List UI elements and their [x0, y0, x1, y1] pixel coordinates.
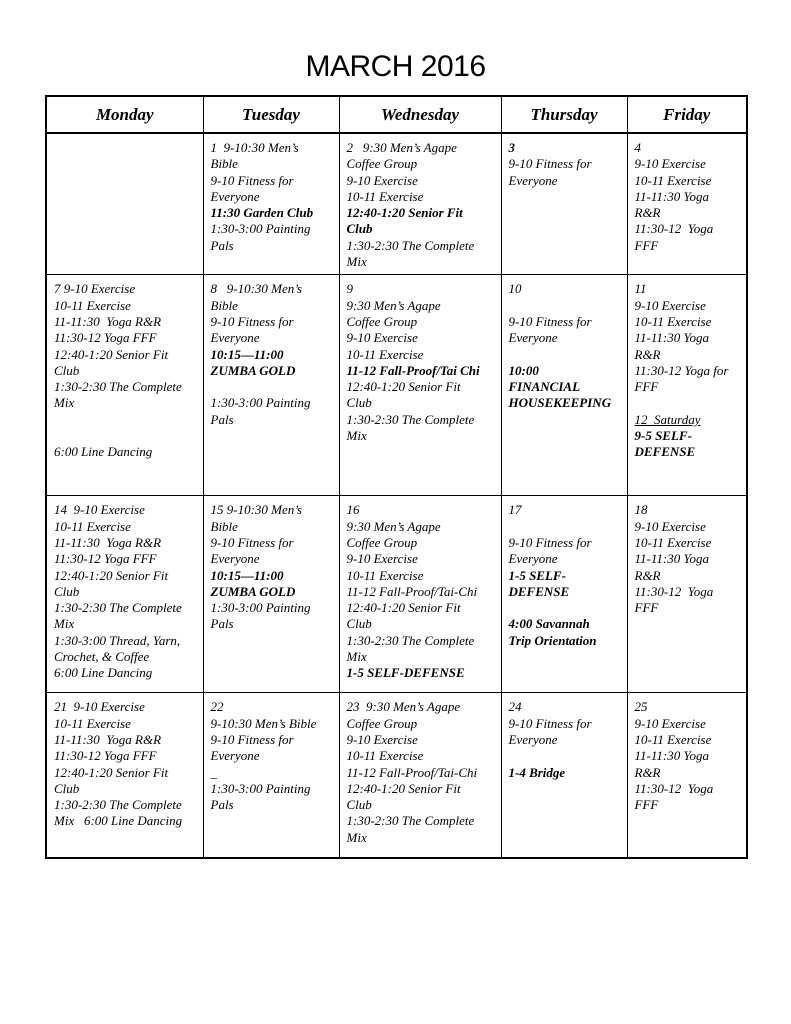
event-line: Mix: [346, 829, 367, 845]
event-line: Coffee Group: [346, 313, 418, 329]
event-line: 9-10 Exercise: [634, 518, 706, 534]
event-line: R&R: [634, 346, 661, 362]
event-line: Mix: [54, 395, 75, 411]
event-line: 23 9:30 Men’s Agape: [346, 699, 461, 715]
event-line: 10: [508, 281, 522, 297]
event-line: 1:30-3:00 Painting: [210, 395, 311, 411]
event-line: Everyone: [210, 551, 260, 567]
event-line: Mix: [346, 649, 367, 665]
event-line: 9-10 Fitness for: [210, 172, 294, 188]
event-line: 1:30-2:30 The Complete: [54, 379, 182, 395]
event-line: 9: [346, 281, 353, 297]
event-line: Everyone: [508, 731, 558, 747]
event-line: 10:15—11:00: [210, 567, 284, 583]
event-line: FFF: [634, 797, 659, 813]
event-line: FFF: [634, 237, 659, 253]
day-cell: [203, 693, 339, 859]
event-line: 12:40-1:20 Senior Fit: [54, 764, 169, 780]
event-line: 11-11:30 Yoga R&R: [54, 534, 162, 550]
event-line: 11:30-12 Yoga for: [634, 362, 729, 378]
event-line: 11-11:30 Yoga R&R: [54, 313, 162, 329]
header-thursday: Thursday: [501, 96, 627, 133]
day-cell: [339, 496, 501, 693]
day-cell: [627, 496, 747, 693]
event-line: 12:40-1:20 Senior Fit: [346, 379, 461, 395]
event-line: [509, 600, 623, 616]
event-line: 10-11 Exercise: [346, 567, 424, 583]
event-line: _: [210, 764, 217, 780]
event-line: DEFENSE: [634, 444, 696, 460]
day-cell: [46, 275, 203, 496]
event-line: Coffee Group: [346, 156, 418, 172]
day-cell: [501, 496, 627, 693]
event-line: 11:30-12 Yoga FFF: [54, 551, 157, 567]
event-line: Pals: [210, 616, 234, 632]
event-line: 9-10 Fitness for: [210, 731, 294, 747]
event-line: HOUSEKEEPING: [508, 395, 612, 411]
event-line: 11-12 Fall-Proof/Tai-Chi: [346, 764, 478, 780]
event-line: R&R: [634, 567, 661, 583]
event-line: Trip Orientation: [508, 632, 597, 648]
event-line: 25: [634, 699, 648, 715]
event-line: Mix 6:00 Line Dancing: [54, 813, 183, 829]
event-line: 10-11 Exercise: [54, 297, 131, 313]
event-line: Club: [54, 780, 80, 796]
week-row: [46, 693, 747, 859]
event-line: Pals: [210, 411, 234, 427]
event-line: [509, 519, 623, 535]
event-line: 9:30 Men’s Agape: [346, 518, 441, 534]
event-line: Crochet, & Coffee: [54, 649, 150, 665]
event-line: Bible: [210, 518, 238, 534]
event-line: 9-10 Fitness for: [508, 156, 592, 172]
event-line: 18: [634, 502, 648, 518]
event-line: 1:30-2:30 The Complete: [346, 237, 475, 253]
event-line: DEFENSE: [508, 583, 570, 599]
event-line: 9-10:30 Men’s Bible: [210, 715, 317, 731]
event-line: 11-11:30 Yoga: [634, 551, 710, 567]
week-row: [46, 275, 747, 496]
day-cell: [501, 693, 627, 859]
event-line: [509, 748, 623, 764]
event-line: 22: [210, 699, 224, 715]
event-line: 9-10 Exercise: [346, 731, 418, 747]
event-line: Club: [346, 616, 372, 632]
event-line: 11-11:30 Yoga R&R: [54, 731, 162, 747]
event-line: 1 9-10:30 Men’s: [210, 140, 299, 155]
event-line: ZUMBA GOLD: [210, 362, 296, 378]
header-wednesday: Wednesday: [339, 96, 501, 133]
page-title: MARCH 2016: [305, 50, 486, 83]
event-line: 9-10 Fitness for: [210, 534, 294, 550]
event-line: 11-12 Fall-Proof/Tai Chi: [346, 362, 480, 378]
day-cell: [203, 133, 339, 275]
event-line: 3: [508, 140, 515, 155]
event-line: 10-11 Exercise: [634, 313, 712, 329]
event-line: Bible: [210, 297, 238, 313]
event-line: 7 9-10 Exercise: [54, 281, 136, 297]
event-line: Coffee Group: [346, 715, 418, 731]
event-line: [211, 379, 335, 395]
event-line: 10-11 Exercise: [54, 715, 131, 731]
day-cell: [339, 133, 501, 275]
event-line: FFF: [634, 600, 659, 616]
event-line: 12 Saturday: [634, 411, 701, 427]
event-line: 15 9-10:30 Men’s: [210, 502, 302, 518]
event-line: 4:00 Savannah: [508, 616, 590, 632]
event-line: 11:30-12 Yoga: [634, 780, 714, 796]
event-line: Mix: [346, 428, 367, 444]
day-cell: [501, 133, 627, 275]
event-line: Mix: [346, 254, 367, 270]
event-line: Club: [346, 395, 372, 411]
event-line: 9-10 Exercise: [634, 156, 706, 172]
event-line: 8 9-10:30 Men’s: [210, 281, 302, 297]
event-line: ZUMBA GOLD: [210, 583, 296, 599]
event-line: 10-11 Exercise: [346, 346, 424, 362]
event-line: Pals: [210, 797, 234, 813]
header-tuesday: Tuesday: [203, 96, 339, 133]
day-cell: [627, 693, 747, 859]
event-line: 10-11 Exercise: [346, 748, 424, 764]
event-line: 11:30-12 Yoga FFF: [54, 748, 157, 764]
event-line: Bible: [210, 156, 238, 172]
event-line: 1-5 SELF-: [508, 567, 566, 583]
event-line: 11-11:30 Yoga: [634, 330, 710, 346]
event-line: 6:00 Line Dancing: [54, 444, 153, 460]
event-line: 11:30-12 Yoga FFF: [54, 330, 157, 346]
event-line: 9-10 Fitness for: [508, 313, 592, 329]
event-line: 1:30-2:30 The Complete: [346, 813, 475, 829]
day-cell: [203, 275, 339, 496]
day-cell: [339, 275, 501, 496]
event-line: R&R: [634, 764, 661, 780]
day-cell: [339, 693, 501, 859]
event-line: 10-11 Exercise: [346, 188, 424, 204]
event-line: 2 9:30 Men’s Agape: [346, 140, 457, 155]
event-line: Everyone: [210, 188, 260, 204]
day-cell: [627, 133, 747, 275]
event-line: Club: [346, 221, 373, 237]
event-line: [54, 412, 199, 428]
event-line: 1:30-2:30 The Complete: [346, 632, 475, 648]
event-line: 9-10 Exercise: [634, 297, 706, 313]
event-line: 9-10 Fitness for: [508, 715, 592, 731]
event-line: Everyone: [508, 172, 558, 188]
event-line: Club: [346, 797, 372, 813]
event-line: Coffee Group: [346, 534, 418, 550]
day-cell: [46, 133, 203, 275]
event-line: 10-11 Exercise: [634, 534, 712, 550]
event-line: 10-11 Exercise: [634, 731, 712, 747]
event-line: 12:40-1:20 Senior Fit: [346, 205, 463, 221]
event-line: 12:40-1:20 Senior Fit: [346, 600, 461, 616]
event-line: 9-5 SELF-: [634, 428, 692, 444]
event-line: 1-5 SELF-DEFENSE: [346, 665, 465, 681]
event-line: 1:30-2:30 The Complete: [346, 411, 475, 427]
event-line: 11-11:30 Yoga: [634, 748, 710, 764]
event-line: [509, 347, 623, 363]
event-line: FINANCIAL: [508, 379, 581, 395]
event-line: 9-10 Exercise: [346, 551, 418, 567]
day-cell: [46, 693, 203, 859]
event-line: Everyone: [508, 330, 558, 346]
event-line: 9:30 Men’s Agape: [346, 297, 441, 313]
event-line: Club: [54, 583, 80, 599]
event-line: 16: [346, 502, 360, 518]
event-line: Everyone: [210, 330, 260, 346]
event-line: Pals: [210, 237, 234, 253]
calendar-table: [45, 95, 748, 859]
event-line: 11-11:30 Yoga: [634, 188, 710, 204]
day-cell: [501, 275, 627, 496]
event-line: 11:30-12 Yoga: [634, 221, 714, 237]
event-line: 14 9-10 Exercise: [54, 502, 145, 518]
event-line: 12:40-1:20 Senior Fit: [346, 780, 461, 796]
event-line: 1:30-2:30 The Complete: [54, 600, 182, 616]
header-monday: Monday: [46, 96, 203, 133]
event-line: 10:15—11:00: [210, 346, 284, 362]
event-line: FFF: [634, 379, 659, 395]
event-line: 9-10 Exercise: [634, 715, 706, 731]
event-line: 6:00 Line Dancing: [54, 665, 153, 681]
event-line: 1:30-3:00 Painting: [210, 221, 311, 237]
event-line: 1:30-3:00 Painting: [210, 780, 311, 796]
event-line: Mix: [54, 616, 75, 632]
event-line: 1:30-2:30 The Complete: [54, 797, 182, 813]
event-line: 9-10 Exercise: [346, 172, 418, 188]
event-line: 24: [508, 699, 522, 715]
event-line: Everyone: [508, 551, 558, 567]
weekday-header-row: [46, 96, 747, 133]
event-line: 12:40-1:20 Senior Fit: [54, 567, 169, 583]
event-line: 4: [634, 140, 641, 155]
event-line: 21 9-10 Exercise: [54, 699, 145, 715]
event-line: [635, 395, 743, 411]
day-cell: [203, 496, 339, 693]
event-line: 10:00: [508, 362, 539, 378]
event-line: 11:30-12 Yoga: [634, 583, 714, 599]
event-line: 1-4 Bridge: [508, 764, 566, 780]
event-line: 9-10 Exercise: [346, 330, 418, 346]
event-line: 11-12 Fall-Proof/Tai-Chi: [346, 583, 478, 599]
event-line: 9-10 Fitness for: [210, 313, 294, 329]
event-line: 10-11 Exercise: [54, 518, 131, 534]
week-row: [46, 496, 747, 693]
header-friday: Friday: [627, 96, 747, 133]
event-line: [54, 428, 199, 444]
week-row: [46, 133, 747, 275]
event-line: 11:30 Garden Club: [210, 205, 314, 221]
event-line: 17: [508, 502, 522, 518]
event-line: 9-10 Fitness for: [508, 534, 592, 550]
event-line: 1:30-3:00 Painting: [210, 600, 311, 616]
event-line: 11: [634, 281, 647, 297]
day-cell: [46, 496, 203, 693]
event-line: 1:30-3:00 Thread, Yarn,: [54, 632, 181, 648]
event-line: R&R: [634, 205, 661, 221]
day-cell: [627, 275, 747, 496]
event-line: 12:40-1:20 Senior Fit: [54, 346, 169, 362]
event-line: 10-11 Exercise: [634, 172, 712, 188]
event-line: [509, 298, 623, 314]
event-line: Everyone: [210, 748, 260, 764]
event-line: Club: [54, 362, 80, 378]
